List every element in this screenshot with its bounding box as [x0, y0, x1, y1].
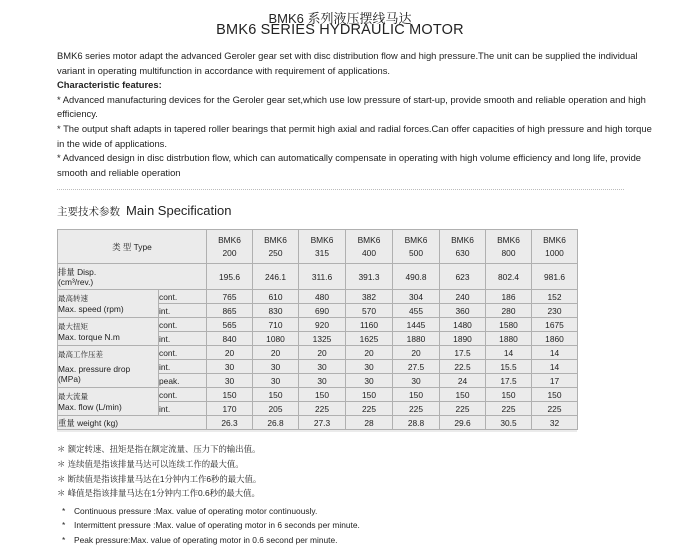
- table-cell: 30.5: [486, 416, 532, 430]
- table-cell: 28.8: [393, 416, 440, 430]
- table-cell: 17.5: [486, 374, 532, 388]
- spec-heading-en: Main Specification: [126, 203, 232, 218]
- table-cell: int.: [159, 402, 207, 416]
- table-cell: 570: [346, 304, 393, 318]
- table-cell: 30: [207, 360, 253, 374]
- table-cell: 1580: [486, 318, 532, 332]
- table-cell: 802.4: [486, 264, 532, 290]
- table-cell: 30: [299, 360, 346, 374]
- table-cell: 225: [346, 402, 393, 416]
- table-cell: 29.6: [440, 416, 486, 430]
- table-row-pressure-cont: [58, 346, 578, 360]
- table-cell: 480: [299, 290, 346, 304]
- table-cell: 1480: [440, 318, 486, 332]
- table-cell: 1325: [299, 332, 346, 346]
- model-header: BMK6 250: [253, 230, 299, 264]
- intro-text: BMK6 series motor adapt the advanced Geroler gear set with disc distribution flow and high pressure.The unit can be supplied the individual variant in operating multifunction in accordance with requirement of applications.: [57, 50, 638, 76]
- model-header: BMK6 500: [393, 230, 440, 264]
- table-cell: 690: [299, 304, 346, 318]
- table-cell: 490.8: [393, 264, 440, 290]
- disp-label: 排量 Disp. (cm³/rev.): [58, 264, 207, 290]
- table-cell: 14: [532, 360, 578, 374]
- table-cell: 24: [440, 374, 486, 388]
- table-row-flow-cont: [58, 388, 578, 402]
- spec-heading-cn: 主要技术参数: [57, 206, 120, 218]
- table-cell: 195.6: [207, 264, 253, 290]
- model-header: BMK6 400: [346, 230, 393, 264]
- notes-cn: [57, 442, 261, 501]
- table-cell: 20: [346, 346, 393, 360]
- table-cell: 304: [393, 290, 440, 304]
- notes-en: [62, 504, 360, 547]
- table-cell: 20: [253, 346, 299, 360]
- table-cell: 186: [486, 290, 532, 304]
- note-en: * Continuous pressure :Max. value of operating motor continuously.: [62, 506, 318, 516]
- table-cell: 765: [207, 290, 253, 304]
- torque-label: 最大扭矩 Max. torque N.m: [58, 318, 159, 346]
- table-cell: 240: [440, 290, 486, 304]
- table-cell: cont.: [159, 318, 207, 332]
- intro-section: [57, 49, 657, 180]
- table-cell: 455: [393, 304, 440, 318]
- table-row-speed-cont: [58, 290, 578, 304]
- feature-item: * The output shaft adapts in tapered roller bearings that permit high axial and radial forces.Can offer capacities of high pressure and high torque in the wide of applications.: [57, 122, 652, 149]
- table-cell: 27.5: [393, 360, 440, 374]
- note-cn: ＊ 断续值是指该排量马达在1分钟内工作6秒的最大值。: [57, 473, 262, 484]
- note-cn: ＊ 峰值是指该排量马达在1分钟内工作0.6秒的最大值。: [57, 488, 260, 499]
- table-cell: 150: [393, 388, 440, 402]
- table-cell: 20: [393, 346, 440, 360]
- spec-heading: [57, 203, 232, 219]
- feature-item: * Advanced design in disc distrbution flow, which can automatically compensate in operating with high volume efficiency and long life, provide smooth and reliable operation: [57, 152, 642, 178]
- note-en: * Intermittent pressure :Max. value of operating motor in 6 seconds per minute.: [62, 520, 360, 531]
- table-cell: 30: [253, 360, 299, 374]
- weight-label: 重量 weight (kg): [58, 416, 207, 430]
- flow-label: 最大流量 Max. flow (L/min): [58, 388, 159, 416]
- table-cell: 150: [299, 388, 346, 402]
- type-label: 类 型 Type: [58, 230, 207, 264]
- note-cn: ＊ 额定转速、扭矩是指在额定流量、压力下的输出值。: [57, 444, 261, 454]
- table-cell: 32: [532, 416, 578, 430]
- table-cell: 830: [253, 304, 299, 318]
- table-cell: 26.8: [253, 416, 299, 430]
- table-cell: 225: [486, 402, 532, 416]
- table-row-weight: [58, 416, 578, 430]
- table-cell: 30: [346, 374, 393, 388]
- table-cell: 623: [440, 264, 486, 290]
- table-cell: 1890: [440, 332, 486, 346]
- table-cell: 840: [207, 332, 253, 346]
- table-cell: 152: [532, 290, 578, 304]
- table-cell: 391.3: [346, 264, 393, 290]
- table-cell: 28: [346, 416, 393, 430]
- table-cell: 30: [299, 374, 346, 388]
- table-cell: 17: [532, 374, 578, 388]
- table-row-disp: [58, 264, 578, 290]
- table-cell: 22.5: [440, 360, 486, 374]
- table-cell: 30: [393, 374, 440, 388]
- table-cell: 565: [207, 318, 253, 332]
- model-header: BMK6 630: [440, 230, 486, 264]
- table-cell: 150: [207, 388, 253, 402]
- table-row-type: [58, 230, 578, 264]
- table-cell: 865: [207, 304, 253, 318]
- pressure-label: 最高工作压差 Max. pressure drop (MPa): [58, 346, 159, 388]
- table-cell: int.: [159, 304, 207, 318]
- speed-label: 最高转速 Max. speed (rpm): [58, 290, 159, 318]
- model-header: BMK6 315: [299, 230, 346, 264]
- table-cell: 710: [253, 318, 299, 332]
- table-cell: 1160: [346, 318, 393, 332]
- table-cell: 1880: [486, 332, 532, 346]
- table-cell: 1445: [393, 318, 440, 332]
- model-header: BMK6 1000: [532, 230, 578, 264]
- table-cell: 610: [253, 290, 299, 304]
- table-cell: 150: [346, 388, 393, 402]
- note-en: * Peak pressure:Max. value of operating motor in 0.6 second per minute.: [62, 534, 338, 545]
- table-cell: cont.: [159, 346, 207, 360]
- table-cell: cont.: [159, 388, 207, 402]
- table-cell: cont.: [159, 290, 207, 304]
- table-cell: 225: [299, 402, 346, 416]
- table-cell: 1860: [532, 332, 578, 346]
- table-cell: 20: [299, 346, 346, 360]
- table-row-torque-cont: [58, 318, 578, 332]
- table-cell: 230: [532, 304, 578, 318]
- table-cell: int.: [159, 360, 207, 374]
- table-cell: 150: [486, 388, 532, 402]
- model-header: BMK6 800: [486, 230, 532, 264]
- table-cell: peak.: [159, 374, 207, 388]
- table-cell: 17.5: [440, 346, 486, 360]
- table-cell: 382: [346, 290, 393, 304]
- dotted-divider: [57, 189, 624, 190]
- table-cell: 920: [299, 318, 346, 332]
- feature-item: * Advanced manufacturing devices for the Geroler gear set,which use low pressure of start-up, provide smooth and reliable operation and high efficiency.: [57, 93, 646, 120]
- table-cell: 360: [440, 304, 486, 318]
- table-cell: 1080: [253, 332, 299, 346]
- table-cell: 30: [253, 374, 299, 388]
- table-cell: 225: [440, 402, 486, 416]
- table-cell: 27.3: [299, 416, 346, 430]
- table-cell: 225: [393, 402, 440, 416]
- table-cell: 20: [207, 346, 253, 360]
- table-cell: 14: [486, 346, 532, 360]
- spec-table: [57, 229, 578, 430]
- table-cell: 1675: [532, 318, 578, 332]
- table-cell: 150: [440, 388, 486, 402]
- table-cell: 225: [532, 402, 578, 416]
- table-cell: 205: [253, 402, 299, 416]
- title-cn: BMK6 系列液压摆线马达: [268, 11, 412, 26]
- table-cell: 1625: [346, 332, 393, 346]
- table-cell: 14: [532, 346, 578, 360]
- table-cell: 26.3: [207, 416, 253, 430]
- table-cell: int.: [159, 332, 207, 346]
- table-cell: 30: [207, 374, 253, 388]
- table-cell: 280: [486, 304, 532, 318]
- table-cell: 15.5: [486, 360, 532, 374]
- table-cell: 981.6: [532, 264, 578, 290]
- table-cell: 1880: [393, 332, 440, 346]
- model-header: BMK6 200: [207, 230, 253, 264]
- table-cell: 246.1: [253, 264, 299, 290]
- table-cell: 150: [532, 388, 578, 402]
- table-cell: 30: [346, 360, 393, 374]
- table-cell: 311.6: [299, 264, 346, 290]
- title-en: BMK6 SERIES HYDRAULIC MOTOR: [216, 22, 464, 38]
- table-cell: 170: [207, 402, 253, 416]
- table-cell: 150: [253, 388, 299, 402]
- note-cn: ＊ 连续值是指该排量马达可以连续工作的最大值。: [57, 458, 244, 469]
- features-heading: Characteristic features:: [57, 79, 162, 91]
